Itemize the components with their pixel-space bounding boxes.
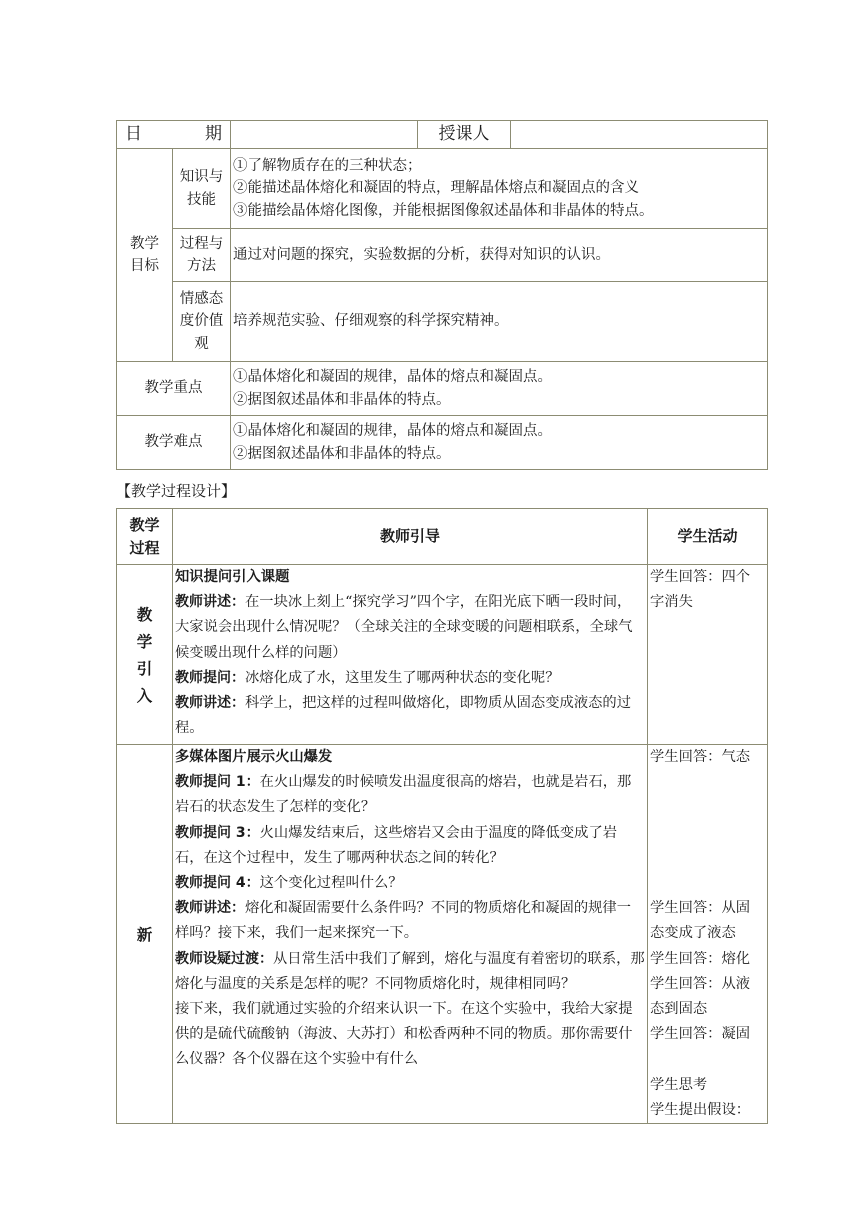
intro-student-content: 学生回答：四个 字消失 xyxy=(648,565,768,745)
new-question-1: 教师提问 1：在火山爆发的时候喷发出温度很高的熔岩，也就是岩石，那岩石的状态发生了怎样的变化？ xyxy=(175,774,632,816)
new-lecture: 教师讲述：熔化和凝固需要什么条件吗？不同的物质熔化和凝固的规律一样吗？接下来，我们一起来探究一下。 xyxy=(175,900,632,942)
date-label-part-1: 日 xyxy=(125,124,142,145)
knowledge-skills-content: ①了解物质存在的三种状态； ②能描述晶体熔化和凝固的特点，理解晶体熔点和凝固点的含义 ③能描绘晶体熔化图像，并能根据图像叙述晶体和非晶体的特点。 xyxy=(231,149,768,229)
teaching-goals-label: 教学 目标 xyxy=(117,149,173,362)
teacher-label-cell: 授课人 xyxy=(418,121,511,149)
teacher-guide-header: 教师引导 xyxy=(173,509,648,565)
new-question-3: 教师提问 3：火山爆发结束后，这些熔岩又会由于温度的降低变成了岩石，在这个过程中，发生了哪两种状态之间的转化？ xyxy=(175,824,618,866)
process-method-content: 通过对问题的探究，实验数据的分析，获得对知识的认识。 xyxy=(231,229,768,282)
key-points-label: 教学重点 xyxy=(117,362,231,416)
intro-paragraph-3: 教师讲述：科学上，把这样的过程叫做熔化，即物质从固态变成液态的过程。 xyxy=(175,695,632,737)
emotion-values-content: 培养规范实验、仔细观察的科学探究精神。 xyxy=(231,282,768,362)
date-label-cell xyxy=(117,121,231,149)
stage-header: 教学 过程 xyxy=(117,509,173,565)
new-student-content: 学生回答：气态 学生回答：从固 态变成了液态 学生回答：熔化 学生回答：从液 态到固态 学生回答：凝固 学生思考 学生提出假设： xyxy=(648,745,768,1124)
new-transition: 教师设疑过渡：从日常生活中我们了解到，熔化与温度有着密切的联系，那熔化与温度的关系是怎样的呢？不同物质熔化时，规律相同吗？ xyxy=(175,950,645,992)
teaching-process-table xyxy=(116,508,768,1124)
stage-new-cell: 新 xyxy=(117,745,173,1124)
intro-paragraph-2: 教师提问：冰熔化成了水，这里发生了哪两种状态的变化呢？ xyxy=(175,669,560,686)
emotion-values-label: 情感态 度价值 观 xyxy=(173,282,231,362)
stage-intro-cell: 教 学 引 入 xyxy=(117,565,173,745)
intro-teacher-content xyxy=(173,565,648,745)
new-question-4: 教师提问 4：这个变化过程叫什么？ xyxy=(175,875,403,892)
difficulties-content: ①晶体熔化和凝固的规律，晶体的熔点和凝固点。 ②据图叙述晶体和非晶体的特点。 xyxy=(231,416,768,470)
student-activity-header: 学生活动 xyxy=(648,509,768,565)
intro-heading: 知识提问引入课题 xyxy=(175,569,290,585)
difficulties-label: 教学难点 xyxy=(117,416,231,470)
new-heading: 多媒体图片展示火山爆发 xyxy=(175,749,333,765)
new-final-paragraph: 接下来，我们就通过实验的介绍来认识一下。在这个实验中，我给大家提供的是硫代硫酸钠（海波、大苏打）和松香两种不同的物质。那你需要什么仪器？各个仪器在这个实验中有什么 xyxy=(175,1001,633,1068)
section-title: 【教学过程设计】 xyxy=(116,482,237,500)
teacher-value-cell xyxy=(511,121,768,149)
process-method-label: 过程与 方法 xyxy=(173,229,231,282)
date-value-cell xyxy=(231,121,418,149)
date-label-part-2: 期 xyxy=(205,124,222,145)
lesson-info-table xyxy=(116,120,768,470)
intro-paragraph-1: 教师讲述：在一块冰上刻上“探究学习”四个字，在阳光底下晒一段时间，大家说会出现什么情况呢？（全球关注的全球变暖的问题相联系，全球气候变暖出现什么样的问题） xyxy=(175,594,633,661)
key-points-content: ①晶体熔化和凝固的规律，晶体的熔点和凝固点。 ②据图叙述晶体和非晶体的特点。 xyxy=(231,362,768,416)
new-teacher-content xyxy=(173,745,648,1124)
knowledge-skills-label: 知识与 技能 xyxy=(173,149,231,229)
